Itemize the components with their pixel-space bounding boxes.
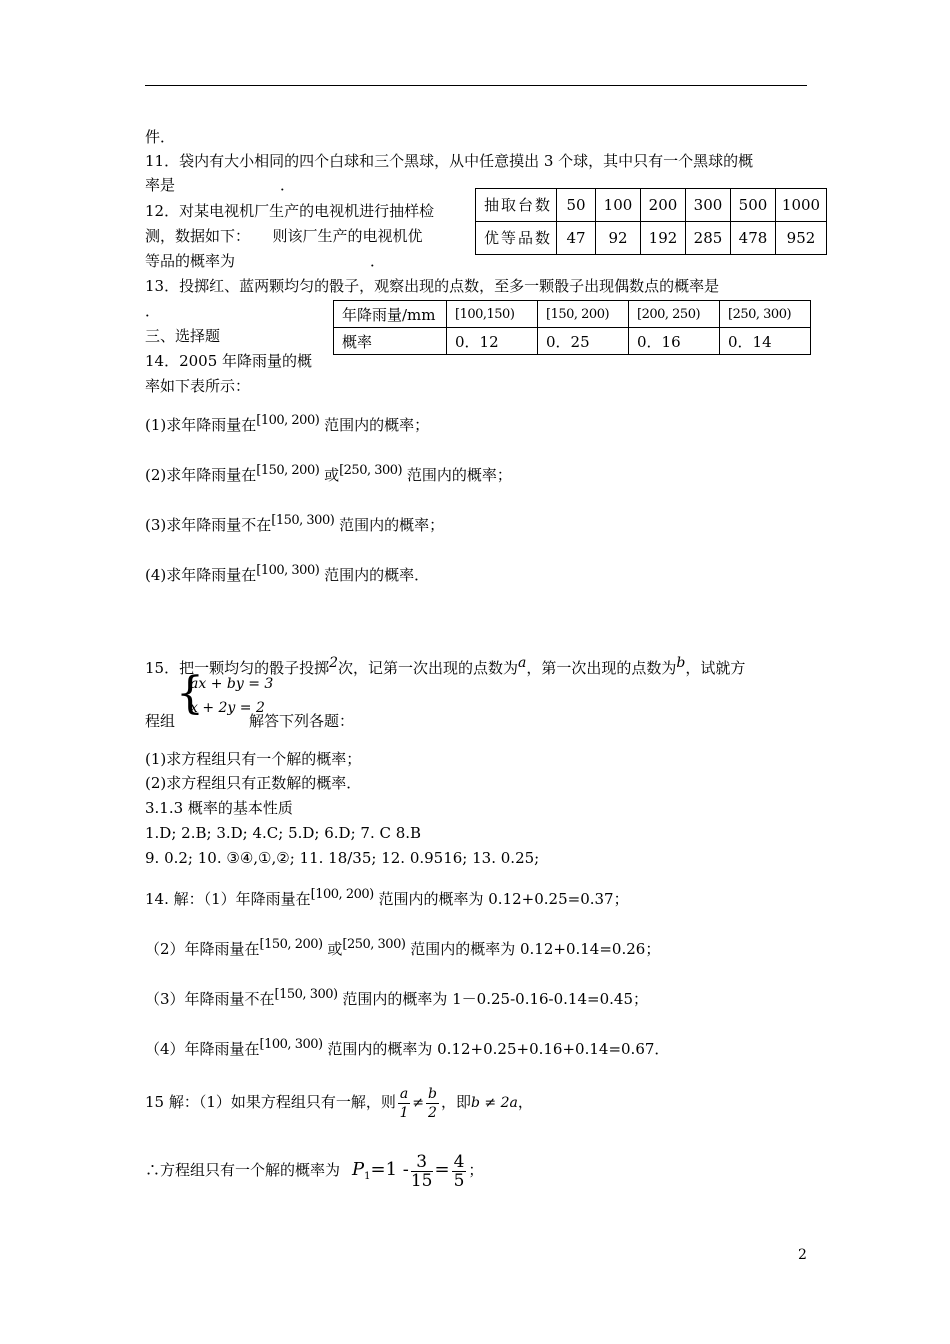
question-13-cont: ． <box>145 302 161 320</box>
table-cell: 200 <box>641 189 686 222</box>
question-14-part3: (3)求年降雨量不在$^{[150, 300)}$ 范围内的概率； <box>145 513 445 534</box>
section-heading: 三、选择题 <box>145 327 221 345</box>
table-cell: 0．25 <box>538 328 629 355</box>
table-cell: [250, 300) <box>720 301 811 328</box>
header-rule <box>145 85 807 86</box>
table-row <box>476 222 827 255</box>
table-cell: [100,150) <box>447 301 538 328</box>
equation-2: x + 2y = 2 <box>190 700 265 716</box>
interval: [100, 300) <box>256 563 320 578</box>
table-row <box>476 189 827 222</box>
table-cell: 1000 <box>776 189 827 222</box>
table-cell: 500 <box>731 189 776 222</box>
question-14-part1: (1)求年降雨量在$^{[100, 200)}$ 范围内的概率； <box>145 413 430 434</box>
question-15-cont: 程组 解答下列各题： <box>145 712 355 730</box>
question-11-cont: 率是 ． <box>145 176 296 194</box>
question-12: 12．对某电视机厂生产的电视机进行抽样检 <box>145 202 435 220</box>
answer-14-part4: （4）年降雨量在$^{[100, 300)}$ 范围内的概率为 0.12+0.25+0.16+0.14=0.67． <box>145 1037 670 1058</box>
equation-1: ax + by = 3 <box>190 676 274 692</box>
question-14-part4: (4)求年降雨量在$^{[100, 300)}$ 范围内的概率． <box>145 563 430 584</box>
answer-14-part1: 14. 解：（1）年降雨量在$^{[100, 200)}$ 范围内的概率为 0.12+0.25=0.37； <box>145 887 629 908</box>
question-14-cont: 率如下表所示： <box>145 377 251 395</box>
answer-15-result: ∴方程组只有一个解的概率为 $P_1=1$ - $\frac{3}{15}$ = $\frac{4}{5}$ ； <box>145 1151 484 1191</box>
text-line: 件． <box>145 128 176 146</box>
answer-line: 9. 0.2; 10. ③④,①,②; 11. 18/35; 12. 0.9516; 13. 0.25; <box>145 849 540 867</box>
table-cell: 优等品数 <box>476 222 557 255</box>
table-cell: 概率 <box>334 328 447 355</box>
table-cell: 478 <box>731 222 776 255</box>
question-14-part2: (2)求年降雨量在$^{[150, 200)}$ 或$^{[250, 300)}$ 范围内的概率； <box>145 463 512 484</box>
question-11: 11．袋内有大小相同的四个白球和三个黑球，从中任意摸出 3 个球，其中只有一个黑球的概 <box>145 152 754 170</box>
rainfall-table <box>333 300 811 355</box>
answer-title: 3.1.3 概率的基本性质 <box>145 799 293 817</box>
table-cell: 100 <box>596 189 641 222</box>
table-cell: [200, 250) <box>629 301 720 328</box>
page-number: 2 <box>798 1247 807 1263</box>
question-15: 15．把一颗均匀的骰子投掷$^2$次，记第一次出现的点数为$^a$，第一次出现的点数为$^b$，试就方 <box>145 655 746 677</box>
question-13: 13．投掷红、蓝两颗均匀的骰子，观察出现的点数，至多一颗骰子出现偶数点的概率是 <box>145 277 720 295</box>
table-cell: 952 <box>776 222 827 255</box>
brace-icon: { <box>176 668 204 719</box>
table-cell: 192 <box>641 222 686 255</box>
interval: [100, 200) <box>256 413 320 428</box>
table-cell: 47 <box>557 222 596 255</box>
question-15-part2: (2)求方程组只有正数解的概率． <box>145 774 362 792</box>
table-cell: [150, 200) <box>538 301 629 328</box>
table-cell: 0．16 <box>629 328 720 355</box>
question-15-part1: (1)求方程组只有一个解的概率； <box>145 750 362 768</box>
table-cell: 92 <box>596 222 641 255</box>
table-cell: 285 <box>686 222 731 255</box>
answer-15-part1: 15 解：（1）如果方程组只有一解，则 $\frac{a}{1}$ ≠ $\frac{b}{2}$ ，即b ≠ 2a， <box>145 1085 533 1121</box>
table-cell: 0．12 <box>447 328 538 355</box>
answer-14-part2: （2）年降雨量在$^{[150, 200)}$ 或$^{[250, 300)}$ 范围内的概率为 0.12+0.14=0.26； <box>145 937 661 958</box>
interval: [150, 300) <box>271 513 335 528</box>
table-cell: 50 <box>557 189 596 222</box>
question-14: 14．2005 年降雨量的概 <box>145 352 313 370</box>
table-row <box>334 301 811 328</box>
sampling-table <box>475 188 827 255</box>
answer-line: 1.D; 2.B; 3.D; 4.C; 5.D; 6.D; 7. C 8.B <box>145 824 422 842</box>
table-row <box>334 328 811 355</box>
question-12-cont2: 等品的概率为 ． <box>145 252 386 270</box>
interval: [150, 200) <box>256 463 320 478</box>
table-cell: 抽取台数 <box>476 189 557 222</box>
question-12-cont: 测，数据如下： 则该厂生产的电视机优 <box>145 227 423 245</box>
table-cell: 0．14 <box>720 328 811 355</box>
answer-14-part3: （3）年降雨量不在$^{[150, 300)}$ 范围内的概率为 1－0.25-0.16-0.14=0.45； <box>145 987 648 1008</box>
table-cell: 300 <box>686 189 731 222</box>
table-cell: 年降雨量/mm <box>334 301 447 328</box>
interval: [250, 300) <box>339 463 403 478</box>
